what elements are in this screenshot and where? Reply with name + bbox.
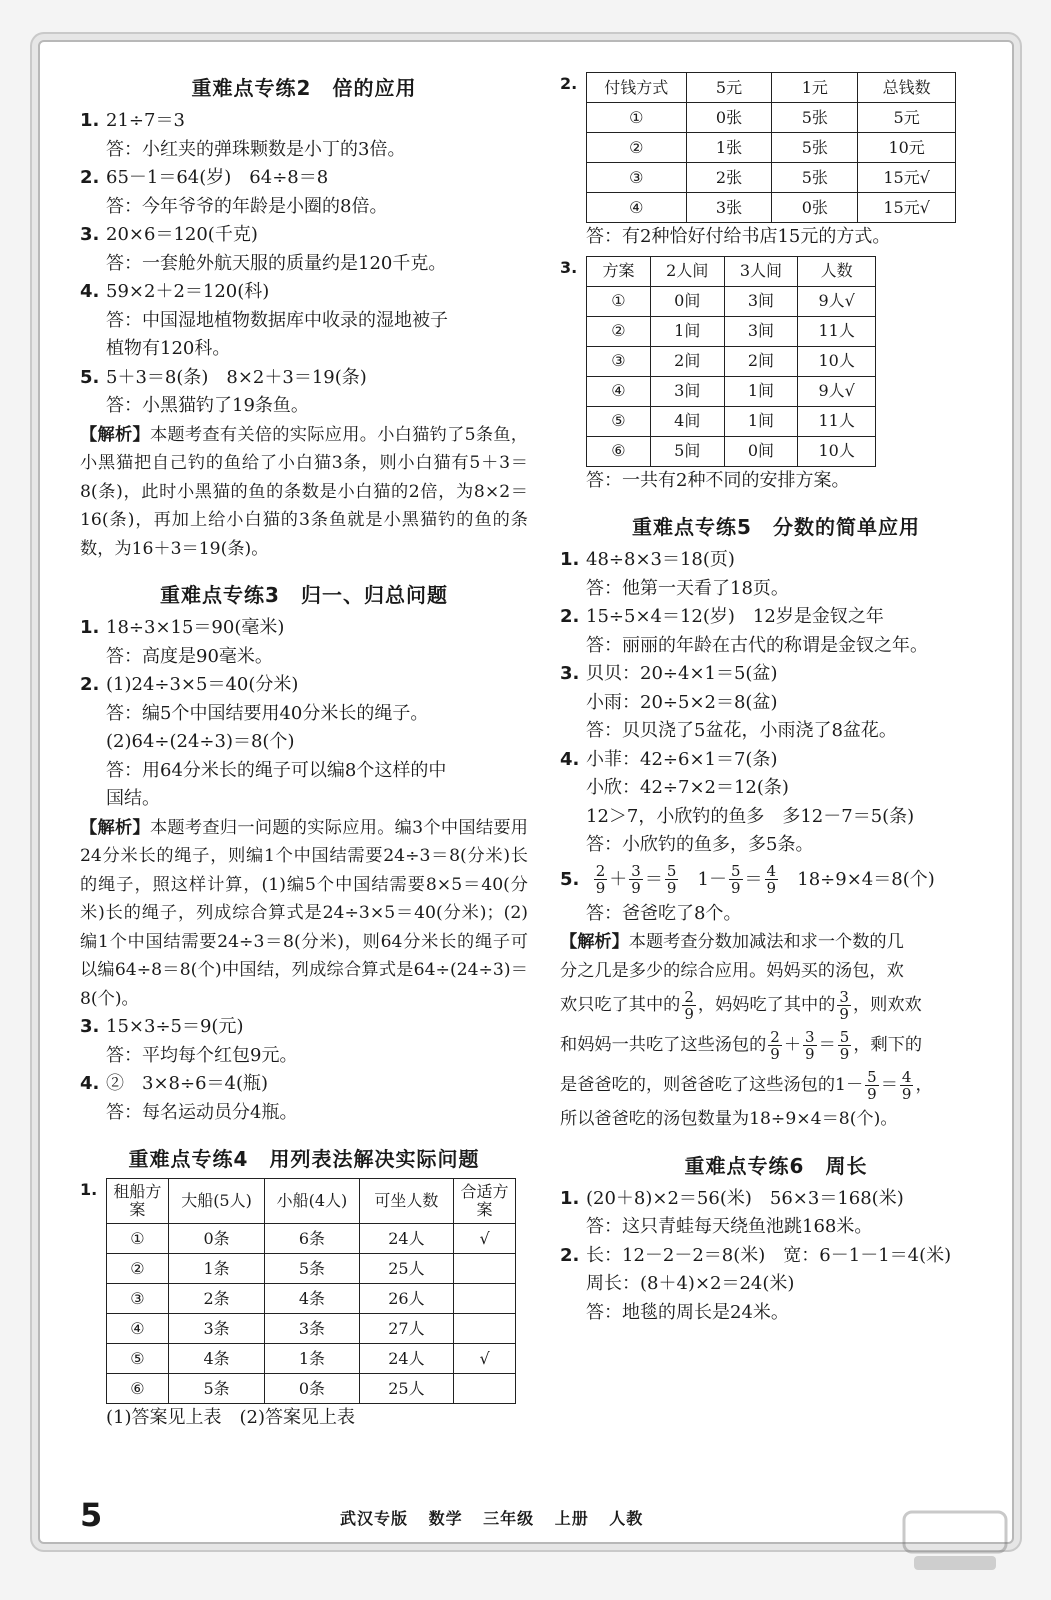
table-row xyxy=(107,1284,516,1314)
table-row xyxy=(587,436,876,466)
header-cell: 小船(4人) xyxy=(265,1179,359,1224)
table-header-row xyxy=(587,256,876,286)
answer: 答：高度是90毫米。 xyxy=(106,645,273,667)
table-cell: ② xyxy=(587,316,651,346)
table-cell: 25人 xyxy=(359,1254,453,1284)
table-cell: ① xyxy=(107,1224,169,1254)
table-cell: 0张 xyxy=(772,193,858,223)
answer: 答：丽丽的年龄在古代的称谓是金钗之年。 xyxy=(586,634,928,656)
table-row xyxy=(587,133,956,163)
table-cell: 27人 xyxy=(359,1314,453,1344)
table-row xyxy=(587,376,876,406)
answer-continued: 国结。 xyxy=(106,788,160,809)
table-row xyxy=(107,1314,516,1344)
table-cell: 0间 xyxy=(650,286,724,316)
item-number: 2. xyxy=(80,167,100,188)
header-cell: 合适方案 xyxy=(454,1179,516,1224)
table-header-row xyxy=(107,1179,516,1224)
right-column xyxy=(560,72,992,1327)
table-row xyxy=(587,193,956,223)
answer: 答：中国湿地植物数据库中收录的湿地被子 xyxy=(106,309,448,331)
item-number: 5. xyxy=(560,868,580,890)
table-cell: ③ xyxy=(587,163,687,193)
table-cell: ② xyxy=(587,133,687,163)
fraction: $\frac{5}{9}$ xyxy=(731,862,741,897)
table-cell: 26人 xyxy=(359,1284,453,1314)
book-info: 武汉专版 数学 三年级 上册 人教 xyxy=(340,1509,644,1528)
equation: 65－1＝64(岁) 64÷8＝8 xyxy=(106,167,329,188)
table-row xyxy=(587,346,876,376)
header-cell: 3人间 xyxy=(724,256,798,286)
item-number: 1. xyxy=(560,549,580,570)
equation: 周长：(8＋4)×2＝24(米) xyxy=(586,1273,795,1294)
table-row xyxy=(587,286,876,316)
check-cell: √ xyxy=(454,1224,516,1254)
header-cell: 付钱方式 xyxy=(587,73,687,103)
item-number: 1. xyxy=(80,617,100,638)
table-cell: ③ xyxy=(587,346,651,376)
section-2 xyxy=(80,107,528,563)
table-cell: 15元√ xyxy=(858,193,956,223)
table-cell: 5张 xyxy=(772,163,858,193)
table-cell: ④ xyxy=(587,193,687,223)
equation: 贝贝：20÷4×1＝5(盆) xyxy=(586,663,778,684)
table-cell: 5元 xyxy=(858,103,956,133)
analysis-tag: 【解析】 xyxy=(80,817,150,838)
table-cell: ③ xyxy=(107,1284,169,1314)
table-row xyxy=(587,316,876,346)
equation: 18÷3×15＝90(毫米) xyxy=(106,617,285,638)
table-cell: 2间 xyxy=(650,346,724,376)
comparison: 12＞7，小欣钓的鱼多 多12－7＝5(条) xyxy=(586,805,915,827)
table-cell: 6条 xyxy=(265,1224,359,1254)
table-cell: 1条 xyxy=(168,1254,264,1284)
section-3 xyxy=(80,614,528,1127)
item-number: 5. xyxy=(80,366,100,388)
header-cell: 人数 xyxy=(798,256,876,286)
section-title: 重难点专练5 分数的简单应用 xyxy=(632,515,920,539)
table-cell: 4条 xyxy=(168,1344,264,1374)
item-number: 3. xyxy=(560,257,578,277)
table-row xyxy=(107,1344,516,1374)
table-cell: 5条 xyxy=(168,1374,264,1404)
answer: 答：贝贝浇了5盆花，小雨浇了8盆花。 xyxy=(586,720,897,741)
section-4 xyxy=(80,1178,528,1433)
item-number: 3. xyxy=(80,224,100,245)
answer: 答：今年爷爷的年龄是小圈的8倍。 xyxy=(106,195,388,217)
analysis-text: 本题考查有关倍的实际应用。小白猫钓了5条鱼，小黑猫把自己钓的鱼给了小白猫3条，则小白猫有5＋3＝8(条)，此时小黑猫的鱼的条数是小白猫的2倍，为8×2＝16(条)，再加上给小白猫的3条鱼就是小黑猫钓的鱼的条数，为16＋3＝19(条)。 xyxy=(80,424,528,559)
section-title: 重难点专练4 用列表法解决实际问题 xyxy=(128,1147,480,1171)
table-cell: 1间 xyxy=(724,406,798,436)
table-cell: 11人 xyxy=(798,406,876,436)
analysis-tag: 【解析】 xyxy=(80,424,150,445)
table-cell: 1间 xyxy=(724,376,798,406)
table-cell: 5张 xyxy=(772,133,858,163)
header-cell: 方案 xyxy=(587,256,651,286)
equation: 15×3÷5＝9(元) xyxy=(106,1016,244,1037)
table-cell: 4间 xyxy=(650,406,724,436)
equation: ② 3×8÷6＝4(瓶) xyxy=(106,1073,269,1094)
answer: 答：平均每个红包9元。 xyxy=(106,1044,298,1066)
item-number: 4. xyxy=(560,748,580,770)
table-cell: 5张 xyxy=(772,103,858,133)
check-cell xyxy=(454,1374,516,1404)
table-cell: 0条 xyxy=(168,1224,264,1254)
item-number: 1. xyxy=(80,1180,98,1199)
table-cell: 2条 xyxy=(168,1284,264,1314)
table-cell: 2间 xyxy=(724,346,798,376)
equation: 21÷7＝3 xyxy=(106,110,185,131)
item-number: 3. xyxy=(80,1016,100,1037)
table-cell: 9人√ xyxy=(798,376,876,406)
section-title: 重难点专练3 归一、归总问题 xyxy=(160,583,448,607)
table-cell: ① xyxy=(587,286,651,316)
answer: 答：爸爸吃了8个。 xyxy=(586,902,742,924)
boat-table xyxy=(106,1178,516,1404)
answer: 答：编5个中国结要用40分米长的绳子。 xyxy=(106,702,429,724)
table-cell: 5间 xyxy=(650,436,724,466)
answer: 答：这只青蛙每天绕鱼池跳168米。 xyxy=(586,1216,873,1237)
table-cell: 11人 xyxy=(798,316,876,346)
fraction-equation: 5. $\frac{2}{9}$ ＋ $\frac{3}{9}$ ＝ $\frac{5}{9}$ 1－ $\frac{5}{9}$ ＝ $\frac{4}{9}$ 18÷9×4＝8(个) xyxy=(560,860,992,900)
table-cell: 3间 xyxy=(650,376,724,406)
table-cell: 1张 xyxy=(686,133,772,163)
analysis-text: 本题考查归一问题的实际应用。编3个中国结要用24分米长的绳子，则编1个中国结需要24÷3＝8(分米)长的绳子，照这样计算，(1)编5个中国结需要8×5＝40(分米)长的绳子，列成综合算式是24÷3×5＝40(分米)；(2)编1个中国结需要24÷3＝8(分米)，则64分米长的绳子可以编64÷8＝8(个)中国结，列成综合算式是64÷(24÷3)＝8(个)。 xyxy=(80,817,528,1009)
table-cell: 3间 xyxy=(724,286,798,316)
table-cell: 0条 xyxy=(265,1374,359,1404)
table-cell: ④ xyxy=(107,1314,169,1344)
payment-table xyxy=(586,72,956,223)
answer: 答：地毯的周长是24米。 xyxy=(586,1301,789,1323)
table-cell: ② xyxy=(107,1254,169,1284)
answer: 答：一套舱外航天服的质量约是120千克。 xyxy=(106,252,447,274)
analysis-line: 欢只吃了其中的 $\frac{2}{9}$ ，妈妈吃了其中的 $\frac{3}{9}$ ，则欢欢 xyxy=(560,988,922,1023)
fraction: $\frac{2}{9}$ xyxy=(595,862,606,897)
table-note: (1)答案见上表 (2)答案见上表 xyxy=(106,1407,355,1428)
answer: 答：小欣钓的鱼多，多5条。 xyxy=(586,834,814,855)
section-6 xyxy=(560,1185,992,1328)
table-cell: 24人 xyxy=(359,1224,453,1254)
fraction: $\frac{4}{9}$ xyxy=(766,862,777,897)
table-row xyxy=(107,1374,516,1404)
table-cell: 3条 xyxy=(265,1314,359,1344)
item-number: 2. xyxy=(560,74,578,93)
header-cell: 大船(5人) xyxy=(168,1179,264,1224)
item-number: 1. xyxy=(560,1187,580,1209)
item-number: 4. xyxy=(80,1073,100,1094)
table-row xyxy=(107,1224,516,1254)
table-cell: 3条 xyxy=(168,1314,264,1344)
table-cell: 24人 xyxy=(359,1344,453,1374)
equation: 18÷9×4＝8(个) xyxy=(797,868,935,890)
answer: 答：小黑猫钓了19条鱼。 xyxy=(106,395,309,416)
header-cell: 2人间 xyxy=(650,256,724,286)
fraction: $\frac{3}{9}$ xyxy=(631,862,641,897)
table-cell: 5条 xyxy=(265,1254,359,1284)
page-number: 5 xyxy=(80,1496,103,1534)
equation: 59×2＋2＝120(科) xyxy=(106,281,270,302)
analysis-line: 是爸爸吃的，则爸爸吃了这些汤包的1－ $\frac{5}{9}$ ＝ $\frac{4}{9}$ ， xyxy=(560,1068,933,1103)
table-cell: 9人√ xyxy=(798,286,876,316)
analysis-line: 【解析】本题考查分数加减法和求一个数的几 xyxy=(560,932,904,952)
item-number: 3. xyxy=(560,663,580,684)
equation: 小菲：42÷6×1＝7(条) xyxy=(586,748,778,770)
table-cell: 10人 xyxy=(798,346,876,376)
table-cell: 1条 xyxy=(265,1344,359,1374)
check-cell xyxy=(454,1314,516,1344)
table-cell: 3张 xyxy=(686,193,772,223)
table-cell: 15元√ xyxy=(858,163,956,193)
table-cell: 25人 xyxy=(359,1374,453,1404)
header-cell: 1元 xyxy=(772,73,858,103)
table-header-row xyxy=(587,73,956,103)
left-column xyxy=(80,72,528,1433)
item-number: 1. xyxy=(80,110,100,131)
analysis-line: 和妈妈一共吃了这些汤包的 $\frac{2}{9}$ ＋ $\frac{3}{9}$ ＝ $\frac{5}{9}$ ，剩下的 xyxy=(560,1028,923,1063)
room-table xyxy=(586,256,876,467)
table-cell: 10元 xyxy=(858,133,956,163)
equation: 长：12－2－2＝8(米) 宽：6－1－1＝4(米) xyxy=(586,1244,952,1266)
answer-page xyxy=(38,40,1014,1544)
answer: 答：小红夹的弹珠颗数是小丁的3倍。 xyxy=(106,138,406,160)
item-number: 4. xyxy=(80,281,100,302)
answer-continued: 植物有120科。 xyxy=(106,338,231,359)
table-cell: 1间 xyxy=(650,316,724,346)
analysis xyxy=(80,814,528,1014)
table-cell: 0张 xyxy=(686,103,772,133)
analysis-tag: 【解析】 xyxy=(560,932,629,952)
check-cell xyxy=(454,1284,516,1314)
page-footer xyxy=(80,1496,980,1538)
check-cell xyxy=(454,1254,516,1284)
analysis xyxy=(80,421,528,564)
section-title: 重难点专练6 周长 xyxy=(684,1153,868,1178)
answer: 答：每名运动员分4瓶。 xyxy=(106,1101,298,1123)
equation: (1)24÷3×5＝40(分米) xyxy=(106,674,299,695)
check-cell: √ xyxy=(454,1344,516,1374)
answer: 答：一共有2种不同的安排方案。 xyxy=(586,469,850,491)
table-cell: ④ xyxy=(587,376,651,406)
section-title: 重难点专练2 倍的应用 xyxy=(191,76,417,100)
table-cell: 10人 xyxy=(798,436,876,466)
table-cell: ⑥ xyxy=(587,436,651,466)
table-row xyxy=(587,103,956,133)
table-cell: 2张 xyxy=(686,163,772,193)
table-cell: 0间 xyxy=(724,436,798,466)
equation: (20＋8)×2＝56(米) 56×3＝168(米) xyxy=(586,1187,904,1209)
question-2 xyxy=(560,72,992,223)
table-row xyxy=(587,406,876,436)
table-cell: 4条 xyxy=(265,1284,359,1314)
equation: 小雨：20÷5×2＝8(盆) xyxy=(586,691,778,713)
item-number: 2. xyxy=(560,606,580,627)
table-cell: ① xyxy=(587,103,687,133)
equation: 48÷8×3＝18(页) xyxy=(586,549,735,570)
answer: 答：有2种恰好付给书店15元的方式。 xyxy=(586,226,891,247)
table-cell: ⑤ xyxy=(587,406,651,436)
equation: 5＋3＝8(条) 8×2＋3＝19(条) xyxy=(106,366,367,388)
fraction: $\frac{5}{9}$ xyxy=(666,862,677,897)
analysis-line: 所以爸爸吃的汤包数量为18÷9×4＝8(个)。 xyxy=(560,1109,898,1129)
table-row xyxy=(107,1254,516,1284)
equation: (2)64÷(24÷3)＝8(个) xyxy=(106,731,295,752)
header-cell: 租船方案 xyxy=(107,1179,169,1224)
header-cell: 5元 xyxy=(686,73,772,103)
table-cell: 3间 xyxy=(724,316,798,346)
equation: 小欣：42÷7×2＝12(条) xyxy=(586,777,789,798)
header-cell: 可坐人数 xyxy=(359,1179,453,1224)
header-cell: 总钱数 xyxy=(858,73,956,103)
table-cell: ⑤ xyxy=(107,1344,169,1374)
watermark-logo-icon xyxy=(900,1506,1010,1576)
item-number: 2. xyxy=(80,674,100,695)
item-number: 2. xyxy=(560,1244,580,1266)
table-cell: ⑥ xyxy=(107,1374,169,1404)
section-5 xyxy=(560,546,992,1134)
equation: 15÷5×4＝12(岁) 12岁是金钗之年 xyxy=(586,606,884,627)
table-row xyxy=(587,163,956,193)
answer: 答：用64分米长的绳子可以编8个这样的中 xyxy=(106,759,447,781)
equation: 20×6＝120(千克) xyxy=(106,224,258,245)
question-3 xyxy=(560,256,992,467)
answer: 答：他第一天看了18页。 xyxy=(586,577,789,599)
analysis-line: 分之几是多少的综合应用。妈妈买的汤包，欢 xyxy=(560,960,904,981)
